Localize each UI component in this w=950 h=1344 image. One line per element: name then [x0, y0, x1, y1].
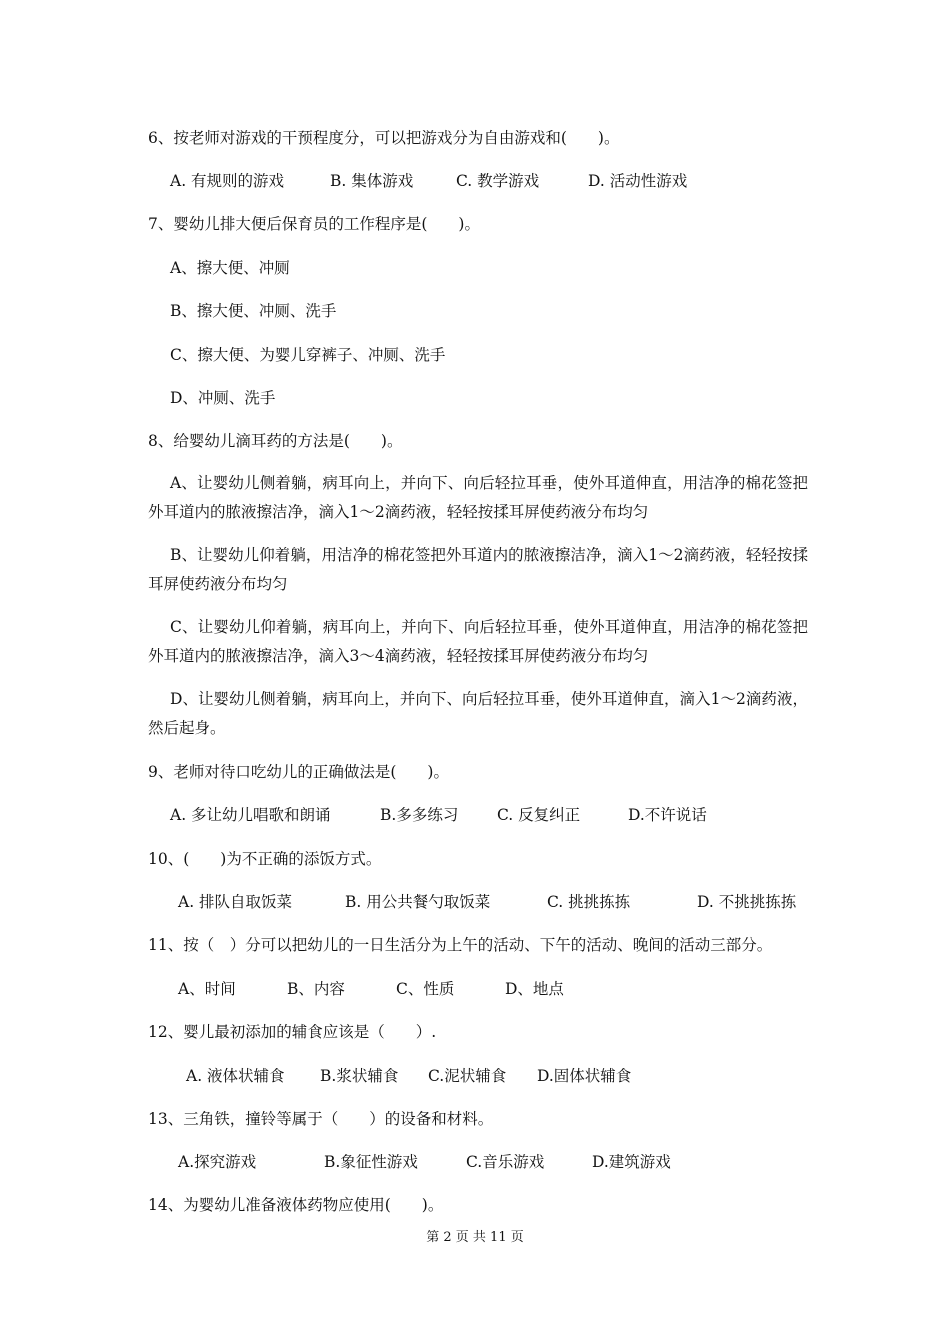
question-7-option-a: A、擦大便、冲厕: [170, 259, 290, 277]
question-10-stem: 10、( )为不正确的添饭方式。: [148, 850, 382, 868]
question-12-option-b: B.浆状辅食: [320, 1067, 399, 1085]
question-6-option-a: A. 有规则的游戏: [170, 172, 285, 190]
question-7-stem: 7、婴幼儿排大便后保育员的工作程序是( )。: [148, 215, 480, 233]
question-11-option-d: D、地点: [505, 980, 564, 998]
question-13-option-a: A.探究游戏: [178, 1153, 257, 1171]
question-13-option-c: C.音乐游戏: [466, 1153, 545, 1171]
question-7-option-b: B、擦大便、冲厕、洗手: [170, 302, 337, 320]
question-11-option-b: B、内容: [287, 980, 345, 998]
question-9-stem: 9、老师对待口吃幼儿的正确做法是( )。: [148, 763, 449, 781]
question-7-option-d: D、冲厕、洗手: [170, 389, 276, 407]
question-13-stem: 13、三角铁，撞铃等属于（ ）的设备和材料。: [148, 1110, 494, 1128]
question-10-option-c: C. 挑挑拣拣: [547, 893, 631, 911]
question-9-option-b: B.多多练习: [380, 806, 459, 824]
question-12-option-c: C.泥状辅食: [428, 1067, 507, 1085]
question-9-option-a: A. 多让幼儿唱歌和朗诵: [170, 806, 331, 824]
question-8-option-a: A、让婴幼儿侧着躺，病耳向上，并向下、向后轻拉耳垂，使外耳道伸直，用洁净的棉花签把外耳道内的脓液擦洁净，滴入1～2滴药液，轻轻按揉耳屏使药液分布均匀: [148, 474, 808, 521]
question-11-option-a: A、时间: [178, 980, 236, 998]
question-6-option-d: D. 活动性游戏: [588, 172, 688, 190]
question-13-option-d: D.建筑游戏: [592, 1153, 671, 1171]
question-13-option-b: B.象征性游戏: [324, 1153, 418, 1171]
question-8-option-b: B、让婴幼儿仰着躺，用洁净的棉花签把外耳道内的脓液擦洁净，滴入1～2滴药液，轻轻按揉耳屏使药液分布均匀: [148, 546, 808, 593]
question-6-option-b: B. 集体游戏: [330, 172, 414, 190]
question-9-option-d: D.不许说话: [628, 806, 707, 824]
question-12-stem: 12、婴儿最初添加的辅食应该是（ ）.: [148, 1023, 437, 1041]
question-7-option-c: C、擦大便、为婴儿穿裤子、冲厕、洗手: [170, 346, 446, 364]
question-10-option-d: D. 不挑挑拣拣: [697, 893, 797, 911]
question-10-option-a: A. 排队自取饭菜: [178, 893, 293, 911]
page-footer: 第 2 页 共 11 页: [426, 1230, 524, 1245]
question-8-option-c: C、让婴幼儿仰着躺，病耳向上，并向下、向后轻拉耳垂，使外耳道伸直，用洁净的棉花签把外耳道内的脓液擦洁净，滴入3～4滴药液，轻轻按揉耳屏使药液分布均匀: [148, 618, 808, 665]
question-10-option-b: B. 用公共餐勺取饭菜: [345, 893, 491, 911]
question-6-stem: 6、按老师对游戏的干预程度分，可以把游戏分为自由游戏和( )。: [148, 129, 620, 147]
question-11-stem: 11、按（ ）分可以把幼儿的一日生活分为上午的活动、下午的活动、晚间的活动三部分。: [148, 936, 773, 954]
question-8-option-d: D、让婴幼儿侧着躺，病耳向上，并向下、向后轻拉耳垂，使外耳道伸直，滴入1～2滴药液，然后起身。: [148, 690, 808, 737]
question-11-option-c: C、性质: [396, 980, 455, 998]
question-14-stem: 14、为婴幼儿准备液体药物应使用( )。: [148, 1196, 444, 1214]
question-6-option-c: C. 教学游戏: [456, 172, 540, 190]
question-12-option-a: A. 液体状辅食: [186, 1067, 285, 1085]
question-12-option-d: D.固体状辅食: [537, 1067, 632, 1085]
question-9-option-c: C. 反复纠正: [497, 806, 581, 824]
question-8-stem: 8、给婴幼儿滴耳药的方法是( )。: [148, 432, 403, 450]
